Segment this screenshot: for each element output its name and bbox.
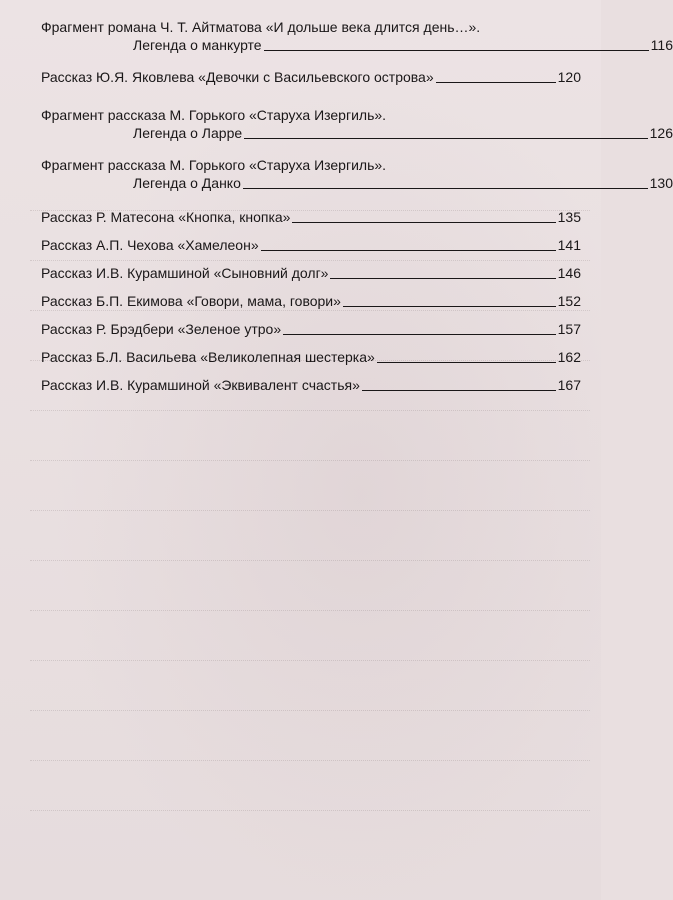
- toc-entry[interactable]: [41, 376, 581, 404]
- toc-entry[interactable]: [41, 208, 581, 236]
- toc-entry[interactable]: [41, 292, 581, 320]
- toc-entry[interactable]: [41, 348, 581, 376]
- toc-entry-page: 135: [557, 209, 581, 225]
- toc-entry-title: Рассказ Р. Брэдбери «Зеленое утро»: [41, 321, 282, 337]
- toc-entry-title: Рассказ Р. Матесона «Кнопка, кнопка»: [41, 209, 291, 225]
- toc-entry-title: Рассказ А.П. Чехова «Хамелеон»: [41, 237, 259, 253]
- dot-leader: [436, 82, 556, 83]
- dot-leader: [283, 334, 556, 335]
- toc-entry-title-line2: Легенда о Данко: [133, 175, 241, 191]
- dot-leader: [377, 362, 556, 363]
- dot-leader: [243, 188, 648, 189]
- dot-leader: [244, 138, 647, 139]
- toc-entry-title: Рассказ И.В. Курамшиной «Сыновний долг»: [41, 265, 329, 281]
- dot-leader: [292, 222, 555, 223]
- toc-entry-page: 157: [557, 321, 581, 337]
- toc-entry-title-line2: Легенда о Ларре: [133, 125, 243, 141]
- toc-entry-title-line1: Фрагмент романа Ч. Т. Айтматова «И дольше века длится день…».: [41, 19, 481, 35]
- toc-entry-page: 167: [557, 377, 581, 393]
- table-of-contents: [41, 18, 673, 404]
- toc-entry-page: 146: [557, 265, 581, 281]
- toc-entry[interactable]: [41, 320, 581, 348]
- toc-entry-page: 120: [557, 69, 581, 85]
- toc-entry-page: 141: [557, 237, 581, 253]
- toc-entry-page: 130: [649, 175, 673, 191]
- toc-entry[interactable]: [41, 68, 581, 104]
- toc-entry-title-line1: Фрагмент рассказа М. Горького «Старуха Изергиль».: [41, 157, 387, 173]
- dot-leader: [261, 250, 556, 251]
- toc-entry[interactable]: [41, 236, 581, 264]
- toc-entry-title: Рассказ И.В. Курамшиной «Эквивалент счастья»: [41, 377, 360, 393]
- toc-entry[interactable]: [41, 264, 581, 292]
- toc-entry[interactable]: [41, 18, 673, 64]
- toc-entry-title-line2: Легенда о манкурте: [133, 37, 262, 53]
- toc-entry-page: 116: [650, 37, 673, 53]
- toc-entry[interactable]: [41, 156, 673, 202]
- toc-entry-title: Рассказ Б.П. Екимова «Говори, мама, говори»: [41, 293, 341, 309]
- dot-leader: [264, 50, 649, 51]
- toc-entry-page: 126: [649, 125, 673, 141]
- toc-entry-title-line1: Фрагмент рассказа М. Горького «Старуха Изергиль».: [41, 107, 387, 123]
- dot-leader: [330, 278, 555, 279]
- dot-leader: [343, 306, 556, 307]
- toc-entry-title: Рассказ Ю.Я. Яковлева «Девочки с Васильевского острова»: [41, 69, 434, 85]
- toc-entry-page: 152: [557, 293, 581, 309]
- toc-entry-page: 162: [557, 349, 581, 365]
- toc-entry-title: Рассказ Б.Л. Васильева «Великолепная шестерка»: [41, 349, 375, 365]
- dot-leader: [362, 390, 556, 391]
- toc-entry[interactable]: [41, 106, 673, 152]
